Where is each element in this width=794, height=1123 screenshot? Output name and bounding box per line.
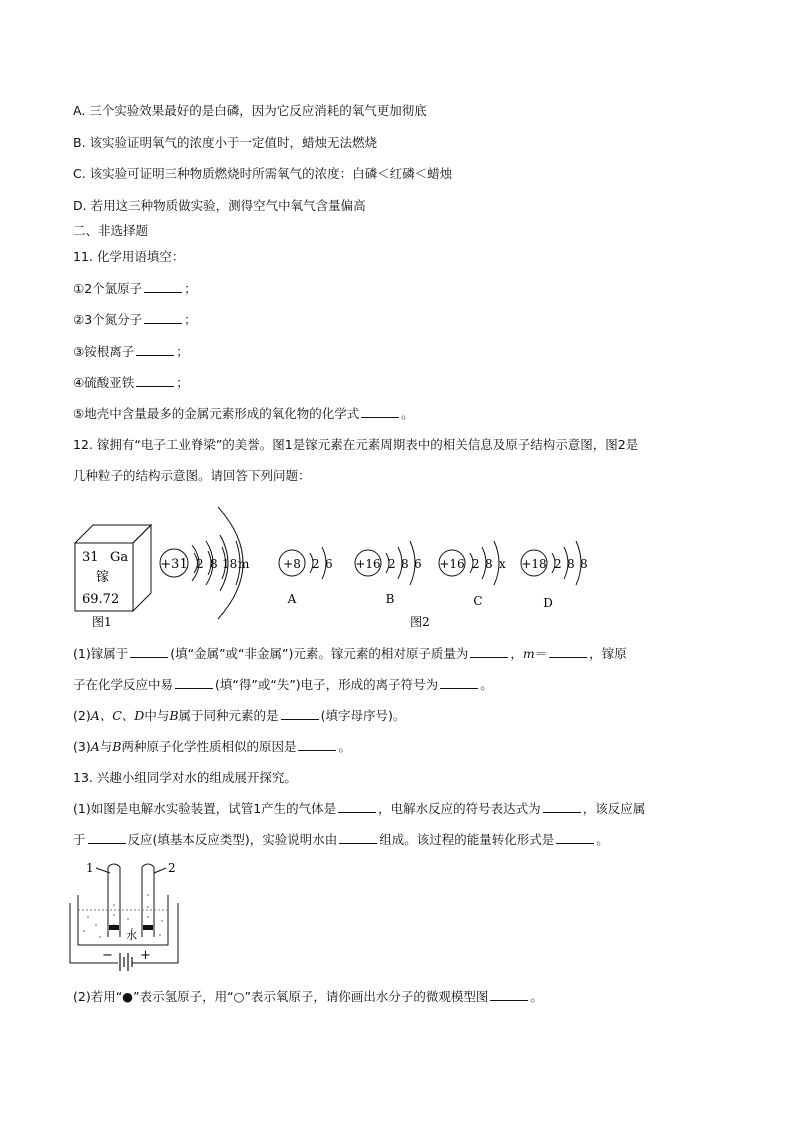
answer-blank[interactable] [470, 645, 508, 658]
q11-item-2 [73, 311, 197, 329]
tube-2-label: 2 [168, 861, 176, 875]
element-atomic-number: 31 [82, 550, 99, 565]
text: 反应(填基本反应类型)，实验说明水由 [127, 832, 338, 847]
answer-blank[interactable] [339, 831, 377, 844]
q12-sub1-line1 [73, 645, 627, 663]
text: (3) [73, 739, 91, 754]
text: ，该反应属 [582, 801, 646, 816]
electrolysis-apparatus [68, 855, 188, 975]
text: 属于同种元素的是 [178, 708, 279, 723]
q11-item-end: 。 [401, 406, 414, 421]
q13-stem: 13. 兴趣小组同学对水的组成展开探究。 [73, 770, 297, 785]
fig2-b-e1: 2 [388, 557, 396, 571]
electrode [143, 925, 153, 930]
fig1-e4: m [238, 557, 250, 571]
q13-sub2 [73, 988, 543, 1006]
minus-label: − [102, 948, 113, 963]
text: 。 [480, 677, 493, 692]
answer-blank[interactable] [144, 280, 182, 293]
wire [132, 903, 178, 963]
q12-sub2 [73, 707, 405, 725]
fig2-b-nucleus: +16 [355, 557, 381, 571]
fig2-c-e1: 2 [472, 557, 480, 571]
fig1-e3: 18 [222, 557, 238, 571]
answer-blank[interactable] [136, 343, 174, 356]
fig2-d-e2: 8 [567, 557, 575, 571]
text: ，电解水反应的符号表达式为 [378, 801, 541, 816]
answer-blank[interactable] [298, 738, 336, 751]
q11-item-3 [73, 343, 189, 361]
answer-blank[interactable] [361, 405, 399, 418]
text: 中与 [144, 708, 170, 723]
text: (1)如图是电解水实验装置，试管1产生的气体是 [73, 801, 337, 816]
answer-blank[interactable] [281, 707, 319, 720]
q13-sub1-line2 [73, 831, 609, 849]
fig2-c-label: C [473, 594, 483, 608]
q11-item-text: ②3个氮分子 [73, 312, 143, 327]
fig2-a-e1: 2 [312, 557, 320, 571]
q13-sub1-line1 [73, 800, 645, 818]
q12-sub3 [73, 738, 351, 756]
text: 。 [530, 989, 543, 1004]
q11-stem: 11. 化学用语填空： [73, 249, 185, 264]
text: ，镓原 [589, 646, 627, 661]
q12-stem-line1: 12. 镓拥有“电子工业脊梁”的美誉。图1是镓元素在元素周期表中的相关信息及原子结构示意图，图2是 [73, 437, 639, 452]
option-d: D. 若用这三种物质做实验，测得空气中氧气含量偏高 [73, 198, 366, 213]
element-name: 镓 [96, 570, 110, 585]
text: (1)镓属于 [73, 646, 129, 661]
math-var: B [112, 739, 122, 754]
electrode [109, 925, 119, 930]
text: 与 [99, 739, 113, 754]
option-a: A. 三个实验效果最好的是白磷，因为它反应消耗的氧气更加彻底 [73, 103, 427, 118]
element-mass: 69.72 [82, 592, 120, 607]
q11-item-end: ； [184, 312, 197, 327]
answer-blank[interactable] [338, 800, 376, 813]
q11-item-1 [73, 280, 197, 298]
fig1-e2: 8 [210, 557, 218, 571]
math-var: m [522, 646, 535, 661]
answer-blank[interactable] [175, 676, 213, 689]
fig2-a-e2: 6 [325, 557, 333, 571]
q11-item-text: ③铵根离子 [73, 344, 135, 359]
text: 于 [73, 832, 86, 847]
fig2-caption: 图2 [410, 615, 430, 629]
text: (填字母序号)。 [320, 708, 406, 723]
text: 组成。该过程的能量转化形式是 [379, 832, 555, 847]
fig2-c-e2: 8 [485, 557, 493, 571]
fig2-a-nucleus: +8 [283, 557, 301, 571]
fig2-d-e3: 8 [580, 557, 588, 571]
q11-item-5 [73, 405, 414, 423]
answer-blank[interactable] [490, 988, 528, 1001]
q12-sub1-line2 [73, 676, 493, 694]
math-var: A [90, 739, 100, 754]
fig1-e1: 2 [196, 557, 204, 571]
plus-label: + [140, 948, 151, 963]
tube-1-label: 1 [86, 861, 94, 875]
q11-item-text: ①2个氯原子 [73, 281, 143, 296]
math-var: B [169, 708, 179, 723]
fig2-b-e2: 8 [401, 557, 409, 571]
math-var: A、C、D [90, 708, 145, 723]
q11-item-end: ； [176, 375, 189, 390]
text: 。 [338, 739, 351, 754]
text: 子在化学反应中易 [73, 677, 174, 692]
fig1-nucleus: +31 [160, 557, 188, 572]
text: ， [510, 646, 523, 661]
text: 两种原子化学性质相似的原因是 [121, 739, 297, 754]
water-label: 水 [126, 929, 137, 942]
answer-blank[interactable] [130, 645, 168, 658]
option-b: B. 该实验证明氧气的浓度小于一定值时，蜡烛无法燃烧 [73, 135, 378, 150]
answer-blank[interactable] [556, 831, 594, 844]
q11-item-4 [73, 374, 189, 392]
answer-blank[interactable] [440, 676, 478, 689]
answer-blank[interactable] [88, 831, 126, 844]
q11-item-text: ⑤地壳中含量最多的金属元素形成的氧化物的化学式 [73, 406, 360, 421]
answer-blank[interactable] [549, 645, 587, 658]
text: (2)若用“●”表示氢原子，用“○”表示氧原子，请你画出水分子的微观模型图 [73, 989, 489, 1004]
q12-stem-line2: 几种粒子的结构示意图。请回答下列问题： [73, 468, 311, 483]
answer-blank[interactable] [136, 374, 174, 387]
fig2-a-label: A [287, 592, 297, 606]
option-c: C. 该实验可证明三种物质燃烧时所需氧气的浓度：白磷＜红磷＜蜡烛 [73, 166, 453, 181]
text: ＝ [534, 646, 548, 661]
element-symbol: Ga [110, 550, 129, 565]
fig2-c-e3: x [499, 557, 506, 571]
text: (填“得”或“失”)电子，形成的离子符号为 [215, 677, 439, 692]
fig2-c-nucleus: +16 [439, 557, 465, 571]
fig2-b-label: B [385, 592, 395, 606]
fig2-b-e3: 6 [414, 557, 422, 571]
fig1-caption: 图1 [92, 615, 112, 629]
section-title: 二、非选择题 [73, 223, 149, 238]
q11-item-end: ； [184, 281, 197, 296]
text: 。 [596, 832, 609, 847]
text: (填“金属”或“非金属”)元素。镓元素的相对原子质量为 [170, 646, 469, 661]
fig2-d-label: D [543, 596, 553, 610]
answer-blank[interactable] [543, 800, 581, 813]
q11-item-end: ； [176, 344, 189, 359]
atom-structure-figures [0, 495, 794, 635]
fig2-d-e1: 2 [554, 557, 562, 571]
text: (2) [73, 708, 91, 723]
answer-blank[interactable] [144, 311, 182, 324]
fig2-d-nucleus: +18 [521, 557, 547, 571]
q11-item-text: ④硫酸亚铁 [73, 375, 135, 390]
